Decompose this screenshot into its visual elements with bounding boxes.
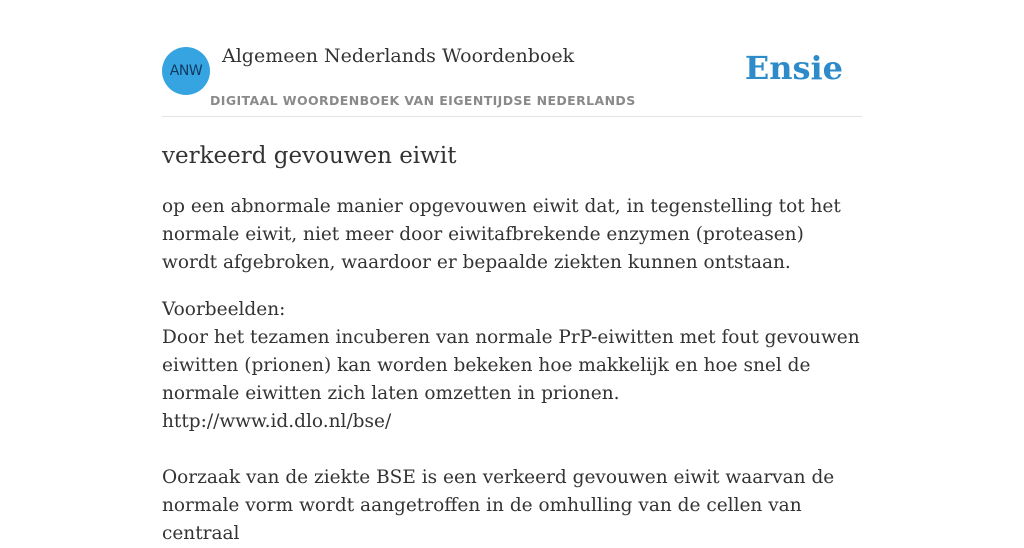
examples-section	[162, 296, 862, 548]
site-title[interactable]: Algemeen Nederlands Woordenboek	[222, 45, 575, 67]
entry-title: verkeerd gevouwen eiwit	[162, 143, 457, 169]
example-text: Oorzaak van de ziekte BSE is een verkeerd gevouwen eiwit waarvan de normale vorm wordt aangetroffen in de omhulling van de cellen van centraal	[162, 467, 835, 544]
entry-definition: op een abnormale manier opgevouwen eiwit dat, in tegenstelling tot het normale eiwit, niet meer door eiwitafbrekende enzymen (proteasen) wordt afgebroken, waardoor er bepaalde ziekten kunnen ontstaan.	[162, 196, 841, 273]
site-subtitle: DIGITAAL WOORDENBOEK VAN EIGENTIJDSE NEDERLANDS	[210, 93, 636, 108]
examples-label: Voorbeelden:	[162, 299, 286, 320]
anw-logo[interactable]: ANW	[162, 47, 210, 95]
example-source-link[interactable]: http://www.id.dlo.nl/bse/	[162, 411, 392, 432]
content	[162, 0, 862, 548]
blank-line	[162, 436, 862, 464]
example-text: Door het tezamen incuberen van normale PrP-eiwitten met fout gevouwen eiwitten (prionen) kan worden bekeken hoe makkelijk en hoe snel de normale eiwitten zich laten omzetten in prionen.	[162, 327, 860, 404]
header	[162, 0, 862, 117]
ensie-logo-link[interactable]: Ensie	[744, 49, 843, 87]
